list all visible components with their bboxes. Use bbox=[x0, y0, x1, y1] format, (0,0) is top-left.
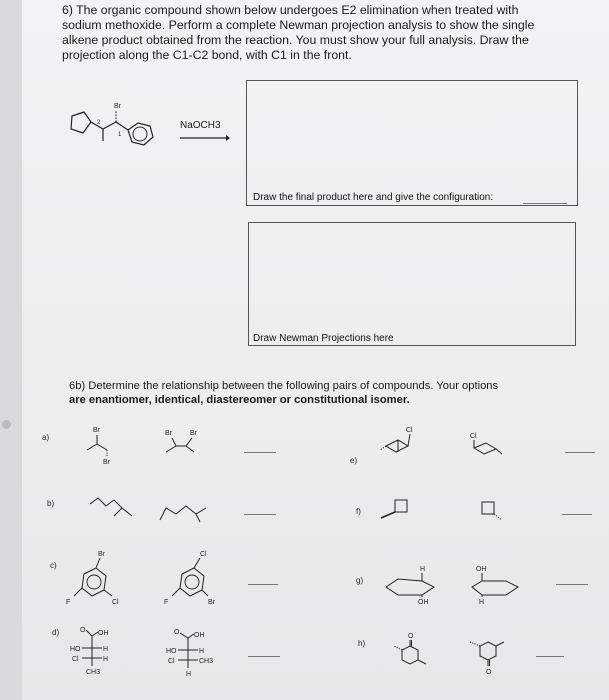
atom-cl: Cl bbox=[406, 427, 413, 434]
atom-h-1: H bbox=[103, 646, 109, 653]
question-6b-line-1: 6b) Determine the relationship between the following pairs of compounds. Your options bbox=[69, 380, 499, 392]
pair-e-answer-line[interactable] bbox=[565, 452, 595, 453]
question-6-text bbox=[62, 3, 592, 63]
row-label-c: c) bbox=[50, 561, 57, 570]
pair-d-molecule-1 bbox=[68, 624, 128, 690]
pair-d-molecule-2 bbox=[164, 624, 230, 690]
row-label-b: b) bbox=[47, 499, 55, 508]
binder-hole bbox=[2, 420, 11, 429]
pair-e-molecule-1 bbox=[378, 424, 422, 460]
row-label-h: h) bbox=[358, 639, 366, 648]
pair-e-molecule-2 bbox=[466, 428, 506, 462]
atom-br: Br bbox=[208, 599, 215, 606]
pair-b-molecule-1 bbox=[88, 494, 138, 522]
pair-h-molecule-1 bbox=[378, 630, 442, 674]
bond-c2-c1 bbox=[103, 122, 116, 129]
atom-o: O bbox=[80, 627, 86, 634]
atom-ch3: CH3 bbox=[86, 669, 101, 676]
product-caption: Draw the final product here and give the configuration: bbox=[253, 192, 494, 203]
atom-br-bottom: Br bbox=[103, 459, 110, 466]
row-label-f: f) bbox=[356, 507, 361, 516]
pair-b-molecule-2 bbox=[158, 500, 218, 524]
question-6-line-4: projection along the C1-C2 bond, with C1 in the front. bbox=[62, 48, 352, 62]
atom-cl: Cl bbox=[200, 551, 207, 558]
pair-a-answer-line[interactable] bbox=[244, 452, 276, 453]
question-6-line-2: sodium methoxide. Perform a complete Newman projection analysis to show the single bbox=[62, 18, 535, 32]
c2-label: 2 bbox=[97, 120, 101, 126]
atom-h-2: H bbox=[103, 656, 109, 663]
c1-label: 1 bbox=[118, 132, 122, 138]
question-6-line-3: alkene product obtained from the reaction. You must show your full analysis. Draw the bbox=[62, 33, 529, 47]
atom-o: O bbox=[408, 633, 414, 640]
newman-caption: Draw Newman Projections here bbox=[253, 333, 394, 344]
reaction-arrow bbox=[180, 134, 230, 142]
pair-c-molecule-2 bbox=[160, 548, 224, 606]
atom-oh: OH bbox=[476, 566, 487, 573]
atom-ho: HO bbox=[166, 648, 177, 655]
product-answer-box[interactable] bbox=[246, 80, 578, 206]
atom-cl: Cl bbox=[72, 656, 79, 663]
atom-h-bottom: H bbox=[186, 671, 192, 678]
atom-br-left: Br bbox=[165, 430, 172, 437]
cyclopentane-ring bbox=[71, 112, 91, 133]
pair-g-molecule-2 bbox=[466, 563, 530, 605]
atom-br-right: Br bbox=[190, 430, 197, 437]
row-label-g: g) bbox=[356, 576, 364, 585]
pair-f-molecule-1 bbox=[375, 496, 415, 524]
pair-h-answer-line[interactable] bbox=[536, 656, 564, 657]
pair-g-answer-line[interactable] bbox=[556, 584, 588, 585]
atom-o: O bbox=[486, 669, 492, 676]
atom-oh: OH bbox=[418, 599, 429, 606]
atom-br-top: Br bbox=[93, 427, 100, 434]
configuration-answer-line[interactable] bbox=[523, 203, 567, 204]
benzene-aromatic-circle bbox=[133, 127, 147, 141]
reagent-label: NaOCH3 bbox=[180, 120, 221, 131]
pair-b-answer-line[interactable] bbox=[244, 514, 276, 515]
atom-h: H bbox=[479, 599, 485, 606]
atom-cl: Cl bbox=[168, 658, 175, 665]
atom-ch3: CH3 bbox=[199, 658, 214, 665]
pair-c-answer-line[interactable] bbox=[248, 584, 278, 585]
pair-h-molecule-2 bbox=[462, 626, 526, 676]
atom-cl: Cl bbox=[112, 599, 119, 606]
row-label-a: a) bbox=[42, 433, 50, 442]
atom-h-1: H bbox=[199, 648, 205, 655]
newman-answer-box[interactable] bbox=[248, 222, 576, 346]
benzene-ring bbox=[128, 123, 153, 145]
atom-f: F bbox=[164, 599, 169, 606]
pair-a-molecule-2 bbox=[160, 426, 210, 461]
atom-br: Br bbox=[98, 551, 105, 558]
row-label-d: d) bbox=[52, 628, 60, 637]
pair-d-answer-line[interactable] bbox=[248, 656, 280, 657]
atom-o: O bbox=[174, 629, 180, 636]
br-label: Br bbox=[114, 103, 121, 110]
pair-g-molecule-1 bbox=[380, 563, 444, 605]
row-label-e: e) bbox=[350, 456, 358, 465]
atom-cl: Cl bbox=[470, 433, 477, 440]
atom-f: F bbox=[66, 599, 71, 606]
pair-c-molecule-1 bbox=[62, 548, 126, 606]
question-6b-text bbox=[69, 379, 559, 407]
atom-ho: HO bbox=[70, 646, 81, 653]
pair-f-answer-line[interactable] bbox=[562, 514, 592, 515]
atom-h: H bbox=[420, 566, 426, 573]
pair-f-molecule-2 bbox=[476, 496, 516, 524]
pair-a-molecule-1 bbox=[85, 426, 125, 466]
atom-oh-top: OH bbox=[98, 630, 109, 637]
starting-material-structure bbox=[58, 100, 168, 160]
question-6-line-1: 6) The organic compound shown below undergoes E2 elimination when treated with bbox=[62, 3, 519, 17]
question-6b-line-2: are enantiomer, identical, diastereomer or constitutional isomer. bbox=[69, 394, 410, 406]
atom-oh-top: OH bbox=[194, 632, 205, 639]
bond-c1-phenyl bbox=[116, 122, 128, 130]
